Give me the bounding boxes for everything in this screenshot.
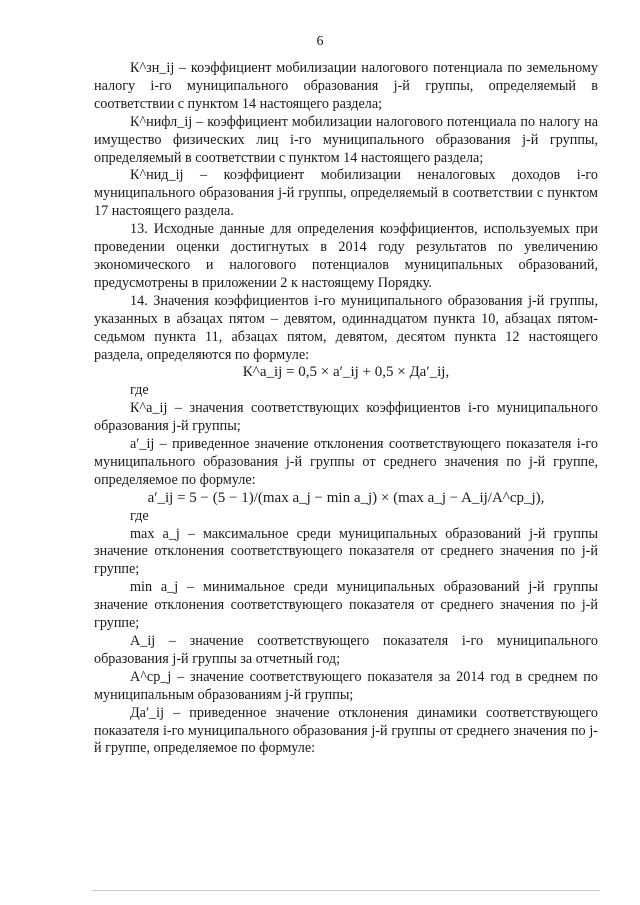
- page-number: 6: [316, 34, 324, 49]
- definition-k-a: К^а_ij – значения соответствующих коэффициентов i-го муниципального образования j-й группы;: [94, 400, 598, 435]
- definition-knid: К^нид_ij – коэффициент мобилизации неналоговых доходов i-го муниципального образования j-й группы, определяемый в соответствии с пунктом 17 настоящего раздела.: [94, 167, 598, 220]
- definition-max-a: max a_j – максимальное среди муниципальных образований j-й группы значение отклонения соответствующего показателя от среднего значения по j-й группе;: [94, 525, 598, 578]
- formula-a-prime: a′_ij = 5 − (5 − 1)/(max a_j − min a_j) × (max a_j − A_ij/A^ср_j),: [147, 489, 545, 506]
- definition-knifl: К^нифл_ij – коэффициент мобилизации налогового потенциала по налогу на имущество физических лиц i-го муниципального образования j-й группы, определяемый в соответствии с пунктом 14 настоящего раздела;: [94, 113, 598, 166]
- paragraph-14: 14. Значения коэффициентов i-го муниципального образования j-й группы, указанных в абзацах пятом – девятом, одиннадцатом пункта 10, абзацах пятом-седьмом пункта 11, абзацах пятом, девятом, десятом пункта 12 настоящего раздела, определяются по формуле:: [94, 292, 598, 363]
- definition-min-a: min a_j – минимальное среди муниципальных образований j-й группы значение отклонения соответствующего показателя от среднего значения по j-й группе;: [94, 579, 598, 632]
- where-label-1: где: [130, 382, 149, 399]
- definition-kzn: К^зн_ij – коэффициент мобилизации налогового потенциала по земельному налогу i-го муниципального образования j-й группы, определяемый в соответствии с пунктом 14 настоящего раздела;: [94, 60, 598, 112]
- where-label-2: где: [130, 507, 149, 524]
- document-body: [94, 60, 598, 758]
- definition-a-sr: A^ср_j – значение соответствующего показателя за 2014 год в среднем по муниципальным образованиям j-й группы;: [94, 668, 598, 703]
- paragraph-13: 13. Исходные данные для определения коэффициентов, используемых при проведении оценки достигнутых в 2014 году результатов по увеличению экономического и налогового потенциалов муниципальных образований, предусмотрены в приложении 2 к настоящему Порядку.: [94, 221, 598, 291]
- definition-a-prime: a′_ij – приведенное значение отклонения соответствующего показателя i-го муниципального образования j-й группы от среднего значения по j-й группе, определяемое по формуле:: [94, 436, 598, 488]
- definition-a-ij: A_ij – значение соответствующего показателя i-го муниципального образования j-й группы за отчетный год;: [94, 633, 598, 667]
- formula-k-a: К^а_ij = 0,5 × a′_ij + 0,5 × Дa′_ij,: [242, 364, 450, 381]
- definition-da-prime: Дa′_ij – приведенное значение отклонения динамики соответствующего показателя i-го муниципального образования j-й группы от среднего значения по j-й группе, определяемое по формуле:: [94, 704, 598, 757]
- scan-border-line: [92, 890, 600, 891]
